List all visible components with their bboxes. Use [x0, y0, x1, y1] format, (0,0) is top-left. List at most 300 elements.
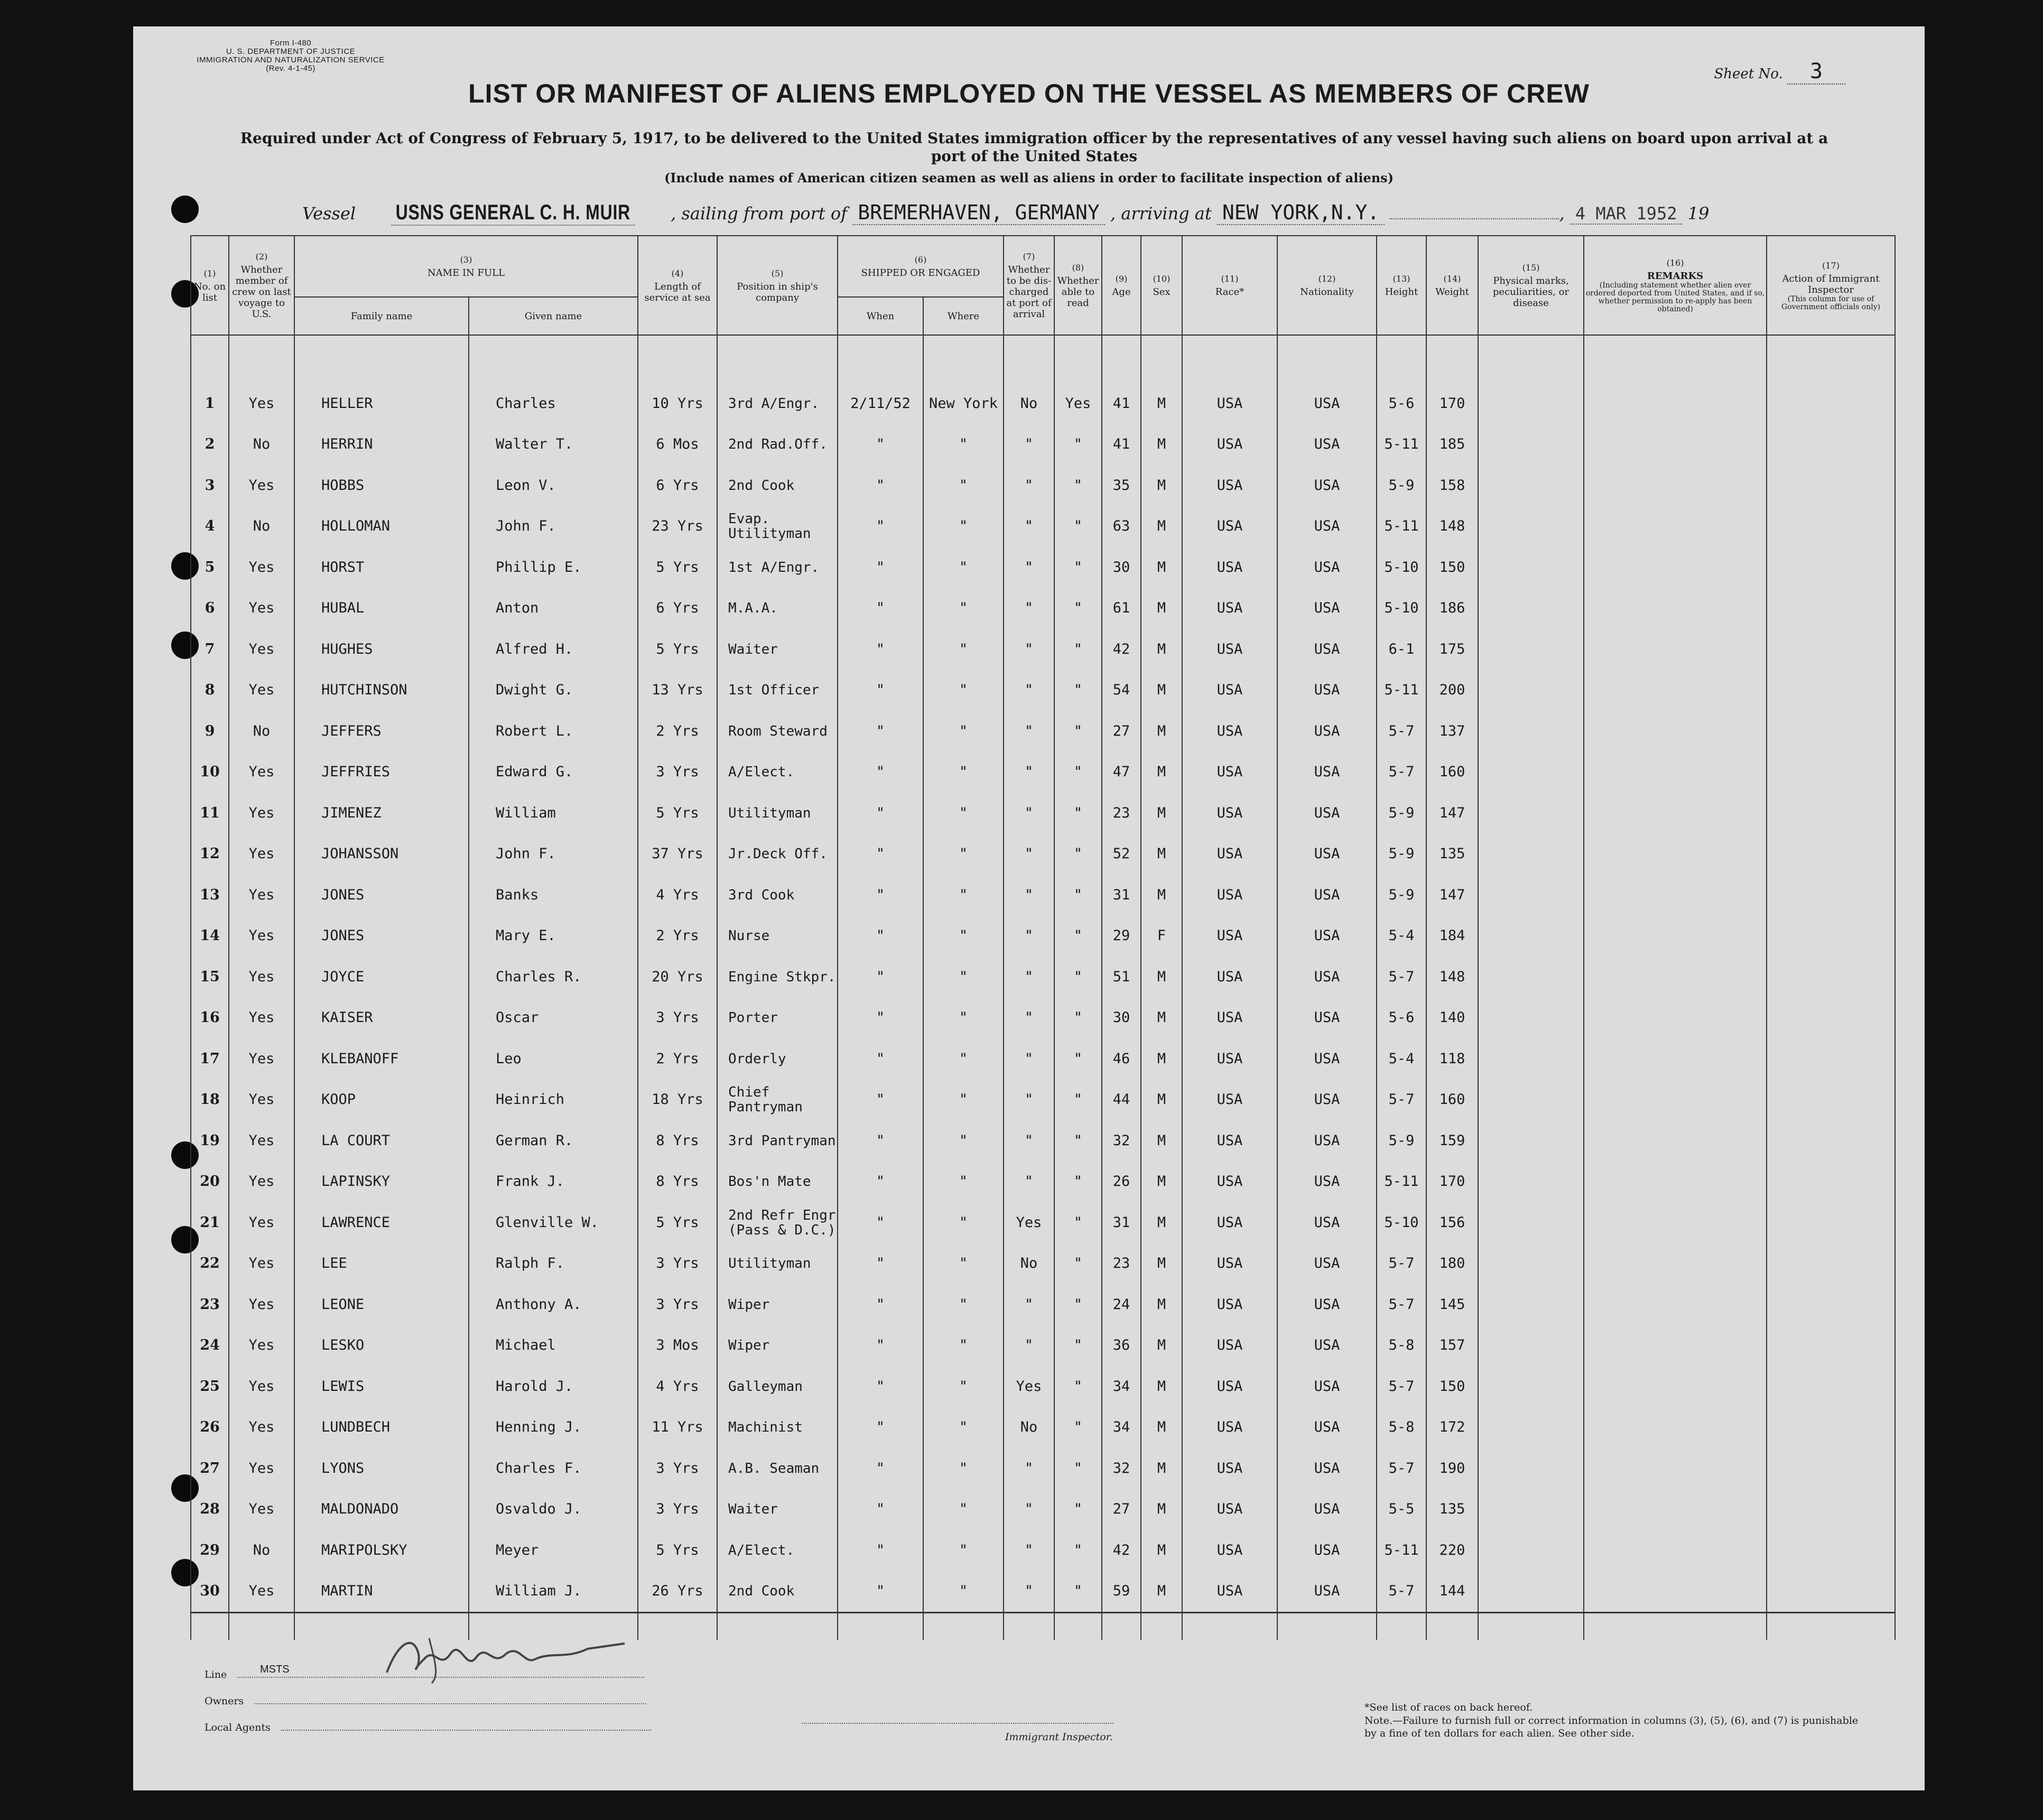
given-name: John F.	[469, 834, 638, 875]
race: USA	[1182, 793, 1277, 834]
given-name: Leo	[469, 1038, 638, 1080]
physical-marks	[1478, 1325, 1584, 1367]
sex: M	[1141, 711, 1182, 752]
discharged: "	[1004, 1284, 1054, 1325]
service-length: 3 Yrs	[638, 1284, 717, 1325]
position: Room Steward	[717, 711, 838, 752]
position: A/Elect.	[717, 1530, 838, 1571]
given-name: Michael	[469, 1325, 638, 1367]
sex: M	[1141, 1530, 1182, 1571]
position: 3rd A/Engr.	[717, 383, 838, 424]
given-name: John F.	[469, 506, 638, 547]
physical-marks	[1478, 465, 1584, 506]
given-name: Ralph F.	[469, 1243, 638, 1285]
nationality: USA	[1277, 1038, 1377, 1080]
nationality: USA	[1277, 711, 1377, 752]
shipped-where: "	[923, 424, 1004, 466]
nationality: USA	[1277, 1571, 1377, 1613]
family-name: LA COURT	[294, 1120, 469, 1162]
age: 51	[1102, 957, 1141, 998]
age: 29	[1102, 916, 1141, 957]
service-length: 26 Yrs	[638, 1571, 717, 1613]
row-number: 26	[191, 1407, 229, 1448]
remarks	[1584, 752, 1767, 793]
table-row	[191, 383, 1895, 424]
given-name: Mary E.	[469, 916, 638, 957]
table-row	[191, 1038, 1895, 1080]
sheet-value: 3	[1787, 59, 1845, 85]
last-voyage: Yes	[229, 547, 294, 588]
race: USA	[1182, 547, 1277, 588]
race: USA	[1182, 752, 1277, 793]
sex: M	[1141, 1162, 1182, 1203]
service-length: 2 Yrs	[638, 711, 717, 752]
weight: 148	[1426, 957, 1478, 998]
given-name: Robert L.	[469, 711, 638, 752]
shipped-when: "	[838, 424, 923, 466]
table-row	[191, 711, 1895, 752]
agents-field	[205, 1722, 651, 1733]
weight: 184	[1426, 916, 1478, 957]
last-voyage: No	[229, 424, 294, 466]
row-number: 8	[191, 670, 229, 711]
discharged: "	[1004, 875, 1054, 916]
inspector-action	[1767, 1448, 1895, 1489]
weight: 147	[1426, 793, 1478, 834]
inspector-signature	[376, 1622, 651, 1686]
form-line: U. S. DEPARTMENT OF JUSTICE	[226, 47, 356, 56]
sex: M	[1141, 834, 1182, 875]
nationality: USA	[1277, 957, 1377, 998]
discharged: "	[1004, 834, 1054, 875]
sex: M	[1141, 1284, 1182, 1325]
weight: 140	[1426, 998, 1478, 1039]
service-length: 8 Yrs	[638, 1162, 717, 1203]
family-name: LYONS	[294, 1448, 469, 1489]
weight: 144	[1426, 1571, 1478, 1613]
nationality: USA	[1277, 506, 1377, 547]
sex: M	[1141, 793, 1182, 834]
remarks	[1584, 1530, 1767, 1571]
age: 27	[1102, 1489, 1141, 1530]
last-voyage: Yes	[229, 834, 294, 875]
weight: 159	[1426, 1120, 1478, 1162]
height: 5-10	[1377, 588, 1426, 629]
header-given-name: Given name	[469, 297, 638, 335]
family-name: LAPINSKY	[294, 1162, 469, 1203]
able-to-read: Yes	[1054, 383, 1102, 424]
nationality: USA	[1277, 916, 1377, 957]
age: 54	[1102, 670, 1141, 711]
table-row	[191, 1448, 1895, 1489]
given-name: Edward G.	[469, 752, 638, 793]
able-to-read: "	[1054, 506, 1102, 547]
family-name: MALDONADO	[294, 1489, 469, 1530]
physical-marks	[1478, 1038, 1584, 1080]
able-to-read: "	[1054, 1448, 1102, 1489]
race: USA	[1182, 1407, 1277, 1448]
height: 5-11	[1377, 424, 1426, 466]
line-value: MSTS	[260, 1664, 290, 1675]
shipped-when: "	[838, 916, 923, 957]
last-voyage: Yes	[229, 1571, 294, 1613]
position: Galleyman	[717, 1366, 838, 1407]
shipped-when: "	[838, 588, 923, 629]
last-voyage: Yes	[229, 1080, 294, 1121]
nationality: USA	[1277, 834, 1377, 875]
discharged: "	[1004, 424, 1054, 466]
inspector-action	[1767, 834, 1895, 875]
remarks	[1584, 957, 1767, 998]
physical-marks	[1478, 957, 1584, 998]
discharged: "	[1004, 998, 1054, 1039]
discharged: "	[1004, 1530, 1054, 1571]
height: 5-9	[1377, 1120, 1426, 1162]
header-weight: (14) Weight	[1426, 236, 1478, 335]
service-length: 4 Yrs	[638, 875, 717, 916]
row-number: 23	[191, 1284, 229, 1325]
table-row	[191, 1243, 1895, 1285]
age: 35	[1102, 465, 1141, 506]
able-to-read: "	[1054, 1284, 1102, 1325]
height: 5-7	[1377, 1243, 1426, 1285]
height: 5-11	[1377, 1530, 1426, 1571]
service-length: 3 Yrs	[638, 1489, 717, 1530]
able-to-read: "	[1054, 1325, 1102, 1367]
inspector-action	[1767, 1407, 1895, 1448]
table-row	[191, 465, 1895, 506]
physical-marks	[1478, 1530, 1584, 1571]
shipped-where: "	[923, 711, 1004, 752]
physical-marks	[1478, 1571, 1584, 1613]
given-name: Dwight G.	[469, 670, 638, 711]
discharged: "	[1004, 1325, 1054, 1367]
weight: 150	[1426, 547, 1478, 588]
last-voyage: Yes	[229, 1038, 294, 1080]
family-name: JIMENEZ	[294, 793, 469, 834]
vessel-label: Vessel	[302, 203, 356, 224]
remarks	[1584, 424, 1767, 466]
last-voyage: Yes	[229, 1489, 294, 1530]
physical-marks	[1478, 424, 1584, 466]
row-number: 19	[191, 1120, 229, 1162]
family-name: LEONE	[294, 1284, 469, 1325]
service-length: 4 Yrs	[638, 1366, 717, 1407]
sex: M	[1141, 1489, 1182, 1530]
departure-port: BREMERHAVEN, GERMANY	[852, 201, 1105, 225]
form-line: IMMIGRATION AND NATURALIZATION SERVICE	[197, 55, 385, 64]
family-name: MARIPOLSKY	[294, 1530, 469, 1571]
row-number: 16	[191, 998, 229, 1039]
shipped-when: "	[838, 1162, 923, 1203]
age: 42	[1102, 629, 1141, 670]
position: Porter	[717, 998, 838, 1039]
service-length: 23 Yrs	[638, 506, 717, 547]
physical-marks	[1478, 711, 1584, 752]
shipped-where: "	[923, 588, 1004, 629]
weight: 118	[1426, 1038, 1478, 1080]
sex: M	[1141, 1243, 1182, 1285]
race: USA	[1182, 1120, 1277, 1162]
family-name: HUGHES	[294, 629, 469, 670]
family-name: JEFFERS	[294, 711, 469, 752]
nationality: USA	[1277, 1366, 1377, 1407]
shipped-when: "	[838, 465, 923, 506]
arrival-port: NEW YORK,N.Y.	[1217, 201, 1385, 225]
able-to-read: "	[1054, 588, 1102, 629]
inspector-label: Immigrant Inspector.	[1005, 1731, 1113, 1743]
remarks	[1584, 711, 1767, 752]
age: 41	[1102, 383, 1141, 424]
inspector-action	[1767, 424, 1895, 466]
shipped-when: "	[838, 1038, 923, 1080]
inspector-action	[1767, 793, 1895, 834]
nationality: USA	[1277, 465, 1377, 506]
shipped-where: "	[923, 670, 1004, 711]
able-to-read: "	[1054, 1038, 1102, 1080]
shipped-where: "	[923, 1407, 1004, 1448]
position: Jr.Deck Off.	[717, 834, 838, 875]
family-name: HORST	[294, 547, 469, 588]
discharged: "	[1004, 1120, 1054, 1162]
last-voyage: Yes	[229, 916, 294, 957]
race: USA	[1182, 711, 1277, 752]
row-number: 1	[191, 383, 229, 424]
row-number: 2	[191, 424, 229, 466]
page-subtitle: Required under Act of Congress of February 5, 1917, to be delivered to the United States immigration officer by the representatives of any vessel having such aliens on board upon arrival at a port of the United States	[240, 129, 1828, 165]
shipped-where: "	[923, 957, 1004, 998]
given-name: Meyer	[469, 1530, 638, 1571]
row-number: 17	[191, 1038, 229, 1080]
able-to-read: "	[1054, 1162, 1102, 1203]
service-length: 6 Yrs	[638, 588, 717, 629]
able-to-read: "	[1054, 916, 1102, 957]
given-name: Glenville W.	[469, 1202, 638, 1243]
nationality: USA	[1277, 1489, 1377, 1530]
age: 47	[1102, 752, 1141, 793]
able-to-read: "	[1054, 1407, 1102, 1448]
position: 1st A/Engr.	[717, 547, 838, 588]
weight: 180	[1426, 1243, 1478, 1285]
last-voyage: Yes	[229, 1407, 294, 1448]
height: 5-9	[1377, 834, 1426, 875]
inspector-action	[1767, 1489, 1895, 1530]
position: Evap. Utilityman	[717, 506, 838, 547]
shipped-when: "	[838, 1325, 923, 1367]
shipped-where: "	[923, 1284, 1004, 1325]
sex: M	[1141, 424, 1182, 466]
year-label: 19	[1687, 203, 1710, 224]
voyage-line: Vessel USNS GENERAL C. H. MUIR , sailing from port of BREMERHAVEN, GERMANY , arriving at NEW YORK,N.Y. , 4 MAR 1952 19	[302, 201, 1709, 226]
given-name: William J.	[469, 1571, 638, 1613]
physical-marks	[1478, 588, 1584, 629]
header-race: (11) Race*	[1182, 236, 1277, 335]
discharged: "	[1004, 588, 1054, 629]
last-voyage: Yes	[229, 1202, 294, 1243]
header-last-voyage: (2) Whether member of crew on last voyage to U.S.	[229, 236, 294, 335]
row-number: 18	[191, 1080, 229, 1121]
shipped-where: "	[923, 1080, 1004, 1121]
sailing-label: , sailing from port of	[671, 203, 848, 224]
height: 5-11	[1377, 1162, 1426, 1203]
height: 5-7	[1377, 711, 1426, 752]
punch-hole	[171, 196, 199, 223]
age: 31	[1102, 1202, 1141, 1243]
table-row	[191, 1080, 1895, 1121]
age: 32	[1102, 1448, 1141, 1489]
height: 5-9	[1377, 875, 1426, 916]
last-voyage: Yes	[229, 875, 294, 916]
crew-table	[190, 235, 1896, 1640]
height: 5-7	[1377, 1366, 1426, 1407]
inspector-action	[1767, 383, 1895, 424]
inspector-action	[1767, 670, 1895, 711]
sex: M	[1141, 1202, 1182, 1243]
physical-marks	[1478, 1407, 1584, 1448]
shipped-where: "	[923, 506, 1004, 547]
race: USA	[1182, 506, 1277, 547]
discharged: "	[1004, 752, 1054, 793]
discharged: "	[1004, 1038, 1054, 1080]
race: USA	[1182, 588, 1277, 629]
given-name: Charles F.	[469, 1448, 638, 1489]
service-length: 6 Yrs	[638, 465, 717, 506]
sex: M	[1141, 1080, 1182, 1121]
row-number: 27	[191, 1448, 229, 1489]
race: USA	[1182, 383, 1277, 424]
shipped-when: "	[838, 1202, 923, 1243]
shipped-when: "	[838, 547, 923, 588]
family-name: MARTIN	[294, 1571, 469, 1613]
race: USA	[1182, 670, 1277, 711]
row-number: 14	[191, 916, 229, 957]
age: 61	[1102, 588, 1141, 629]
age: 36	[1102, 1325, 1141, 1367]
service-length: 18 Yrs	[638, 1080, 717, 1121]
table-row	[191, 834, 1895, 875]
shipped-where: "	[923, 1202, 1004, 1243]
age: 27	[1102, 711, 1141, 752]
line-label: Line	[205, 1669, 227, 1680]
table-row	[191, 1366, 1895, 1407]
discharged: "	[1004, 1448, 1054, 1489]
service-length: 3 Yrs	[638, 998, 717, 1039]
given-name: Osvaldo J.	[469, 1489, 638, 1530]
height: 5-4	[1377, 916, 1426, 957]
shipped-when: "	[838, 711, 923, 752]
shipped-where: "	[923, 875, 1004, 916]
shipped-where: "	[923, 1489, 1004, 1530]
position: Wiper	[717, 1325, 838, 1367]
row-number: 10	[191, 752, 229, 793]
table-row	[191, 547, 1895, 588]
shipped-when: "	[838, 1366, 923, 1407]
service-length: 20 Yrs	[638, 957, 717, 998]
height: 5-7	[1377, 1080, 1426, 1121]
table-row	[191, 1530, 1895, 1571]
weight: 150	[1426, 1366, 1478, 1407]
service-length: 5 Yrs	[638, 793, 717, 834]
inspector-action	[1767, 465, 1895, 506]
remarks	[1584, 547, 1767, 588]
discharged: "	[1004, 957, 1054, 998]
able-to-read: "	[1054, 1202, 1102, 1243]
vessel-name: USNS GENERAL C. H. MUIR	[392, 201, 635, 226]
discharged: "	[1004, 465, 1054, 506]
age: 24	[1102, 1284, 1141, 1325]
table-row	[191, 629, 1895, 670]
page-title: LIST OR MANIFEST OF ALIENS EMPLOYED ON THE VESSEL AS MEMBERS OF CREW	[468, 79, 1590, 108]
age: 30	[1102, 998, 1141, 1039]
shipped-where: "	[923, 752, 1004, 793]
include-note: (Include names of American citizen seamen as well as aliens in order to facilitate inspection of aliens)	[664, 170, 1394, 185]
sex: M	[1141, 383, 1182, 424]
shipped-when: "	[838, 1530, 923, 1571]
last-voyage: Yes	[229, 1366, 294, 1407]
shipped-when: "	[838, 670, 923, 711]
row-number: 11	[191, 793, 229, 834]
race: USA	[1182, 465, 1277, 506]
service-length: 10 Yrs	[638, 383, 717, 424]
last-voyage: Yes	[229, 752, 294, 793]
age: 32	[1102, 1120, 1141, 1162]
header-read: (8) Whether able to read	[1054, 236, 1102, 335]
position: 2nd Refr Engr (Pass & D.C.)	[717, 1202, 838, 1243]
given-name: Charles	[469, 383, 638, 424]
last-voyage: Yes	[229, 1284, 294, 1325]
service-length: 5 Yrs	[638, 1530, 717, 1571]
service-length: 8 Yrs	[638, 1120, 717, 1162]
weight: 170	[1426, 1162, 1478, 1203]
nationality: USA	[1277, 1202, 1377, 1243]
family-name: KAISER	[294, 998, 469, 1039]
shipped-where: "	[923, 1448, 1004, 1489]
height: 5-9	[1377, 465, 1426, 506]
position: Waiter	[717, 1489, 838, 1530]
inspector-action	[1767, 1038, 1895, 1080]
remarks	[1584, 1571, 1767, 1613]
header-physical: (15) Physical marks, peculiarities, or disease	[1478, 236, 1584, 335]
race: USA	[1182, 1162, 1277, 1203]
sex: M	[1141, 547, 1182, 588]
weight: 200	[1426, 670, 1478, 711]
last-voyage: No	[229, 506, 294, 547]
header-height: (13) Height	[1377, 236, 1426, 335]
service-length: 3 Mos	[638, 1325, 717, 1367]
able-to-read: "	[1054, 1530, 1102, 1571]
table-row	[191, 588, 1895, 629]
header-no: (1) No. on list	[191, 236, 229, 335]
sex: M	[1141, 1325, 1182, 1367]
row-number: 15	[191, 957, 229, 998]
table-row	[191, 998, 1895, 1039]
table-row	[191, 424, 1895, 466]
service-length: 3 Yrs	[638, 1243, 717, 1285]
race: USA	[1182, 424, 1277, 466]
inspector-action	[1767, 916, 1895, 957]
header-age: (9) Age	[1102, 236, 1141, 335]
physical-marks	[1478, 1080, 1584, 1121]
last-voyage: Yes	[229, 465, 294, 506]
nationality: USA	[1277, 1120, 1377, 1162]
height: 5-8	[1377, 1407, 1426, 1448]
age: 46	[1102, 1038, 1141, 1080]
form-line: (Rev. 4-1-45)	[266, 64, 315, 73]
race: USA	[1182, 1489, 1277, 1530]
physical-marks	[1478, 752, 1584, 793]
nationality: USA	[1277, 1530, 1377, 1571]
given-name: Anthony A.	[469, 1284, 638, 1325]
